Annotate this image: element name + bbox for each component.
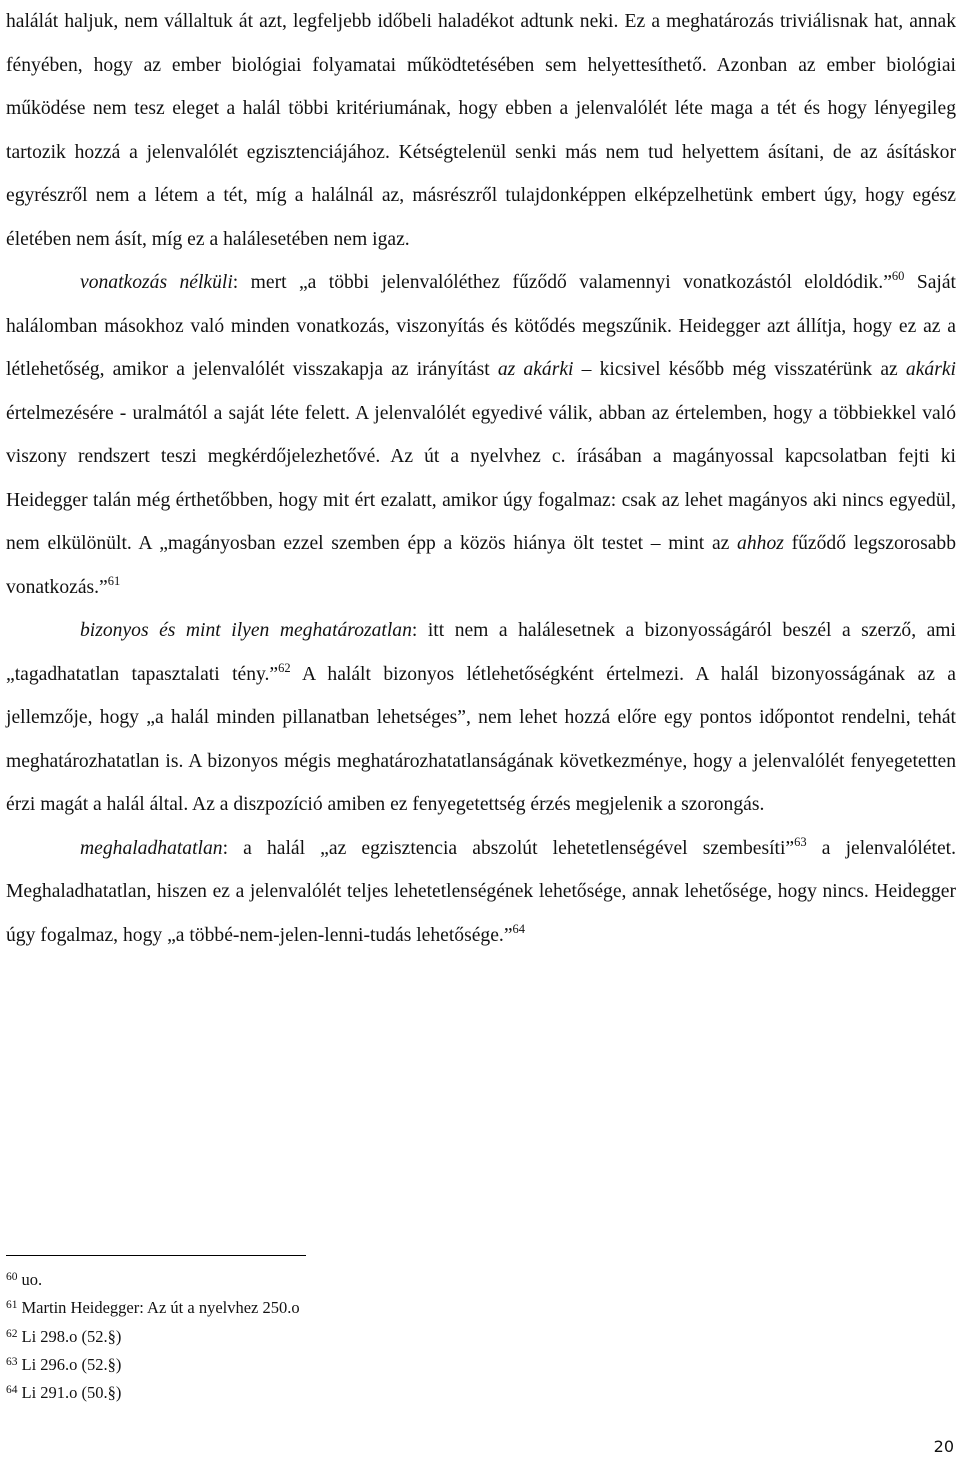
- page-number: 20: [933, 1437, 954, 1456]
- paragraph: [6, 827, 956, 958]
- footnote-number: 60: [6, 1271, 18, 1283]
- text-segment: A halált bizonyos létlehetőségként értelmezi. A halál bizonyosságának az a jellemzője, hogy „a halál minden pillanatban lehetséges”, nem lehet hozzá előre egy pontos időpontot rendelni, tehát meghatározhatatlan is. A bizonyos mégis meghatározhatatlanságának következménye, hogy a jelenvalólét fenyegetetten érzi magát a halál által. Az a diszpozíció amiben ez fenyegetettség érzés megjelenik a szorongás.: [6, 663, 956, 815]
- footnote: [6, 1351, 906, 1379]
- text-segment: : mert „a többi jelenvalóléthez fűződő valamennyi vonatkozástól eloldódik.”: [232, 272, 892, 293]
- footnote-reference: 60: [891, 269, 905, 283]
- paragraph: [6, 609, 956, 827]
- italic-text: ahhoz: [737, 533, 784, 554]
- footnote-number: 64: [6, 1384, 18, 1397]
- paragraph: [6, 0, 956, 261]
- footnote-number: 63: [6, 1355, 18, 1368]
- italic-text: meghaladhatatlan: [80, 837, 223, 859]
- footnote: [6, 1266, 906, 1294]
- footnote: [6, 1294, 906, 1322]
- footnote-number: 61: [6, 1299, 18, 1312]
- footnote-reference: 63: [794, 834, 807, 849]
- text-segment: fűződő legszorosabb vonatkozás.”: [6, 533, 957, 598]
- italic-text: vonatkozás nélküli: [80, 272, 233, 293]
- footnote-text: Martin Heidegger: Az út a nyelvhez 250.o: [21, 1298, 300, 1318]
- text-segment: a jelenvalólétet. Meghaladhatatlan, hiszen ez a jelenvalólét teljes lehetetlenségének lehetősége, annak lehetősége, hogy nincs. Heidegger úgy fogalmaz, hogy „a többé-nem-jelen-lenni-tudás lehetősége.”: [6, 837, 957, 946]
- footnote-number: 62: [6, 1327, 18, 1340]
- italic-text: bizonyos és mint ilyen meghatározatlan: [80, 620, 412, 641]
- text-segment: – kicsivel később még visszatérünk az: [573, 359, 906, 380]
- text-segment: Saját halálomban másokhoz való minden vonatkozás, viszonyítás és kötődés megszűnik. Heidegger azt állítja, hogy ez az a létlehetőség, amikor a jelenvalólét visszakapja az irányítást: [6, 272, 956, 380]
- text-segment: : itt nem a halálesetnek a bizonyosságáról beszél a szerző, ami „tagadhatatlan tapasztalati tény.”: [6, 620, 956, 685]
- italic-text: akárki: [905, 359, 956, 380]
- italic-text: az akárki: [497, 359, 574, 380]
- footnote-reference: 62: [278, 660, 291, 675]
- text-segment: értelmezésére - uralmától a saját léte felett. A jelenvalólét egyedivé válik, abban az értelemben, hogy a többiekkel való viszony rendszert teszi megkérdőjelezhetővé. Az út a nyelvhez c. írásában a magányossal kapcsolatban fejti ki Heidegger talán még érthetőbben, hogy mit ért ezalatt, amikor úgy fogalmaz: csak az lehet magányos aki nincs egyedül, nem elkülönült. A „magányosban ezzel szemben épp a közös hiánya ölt testet – mint az: [6, 402, 956, 554]
- text-segment: : a halál „az egzisztencia abszolút lehetetlenségével szembesíti”: [222, 837, 795, 859]
- footnote-text: Li 291.o (50.§): [21, 1383, 122, 1403]
- footnote-reference: 61: [107, 573, 121, 588]
- paragraph: [6, 261, 956, 609]
- text-segment: halálát haljuk, nem vállaltuk át azt, legfeljebb időbeli haladékot adtunk neki. Ez a meghatározás triviálisnak hat, annak fényében, hogy az ember biológiai folyamatai működtetésében sem helyettesíthető. Azonban az ember biológiai működése nem tesz eleget a halál többi kritériumának, hogy ebben a jelenvalólét léte maga a tét és hogy lényegileg tartozik hozzá a jelenvalólét egzisztenciájához. Kétségtelenül senki más nem tud helyettem ásítani, de az ásításkor egyrészről nem a létem a tét, míg a halálnál az, másrészről tulajdonképpen elképzelhetünk embert úgy, hogy egész életében nem ásít, míg ez a halálesetében nem igaz.: [6, 11, 956, 250]
- footnote-text: Li 296.o (52.§): [21, 1354, 122, 1374]
- footnote-reference: 64: [512, 921, 526, 936]
- footnote-separator: [6, 1255, 306, 1256]
- footnotes: [6, 1266, 906, 1407]
- footnote-text: Li 298.o (52.§): [21, 1326, 122, 1346]
- body-text: [6, 0, 956, 957]
- footnote-text: uo.: [21, 1270, 43, 1289]
- footnote: [6, 1379, 906, 1407]
- footnote: [6, 1323, 906, 1351]
